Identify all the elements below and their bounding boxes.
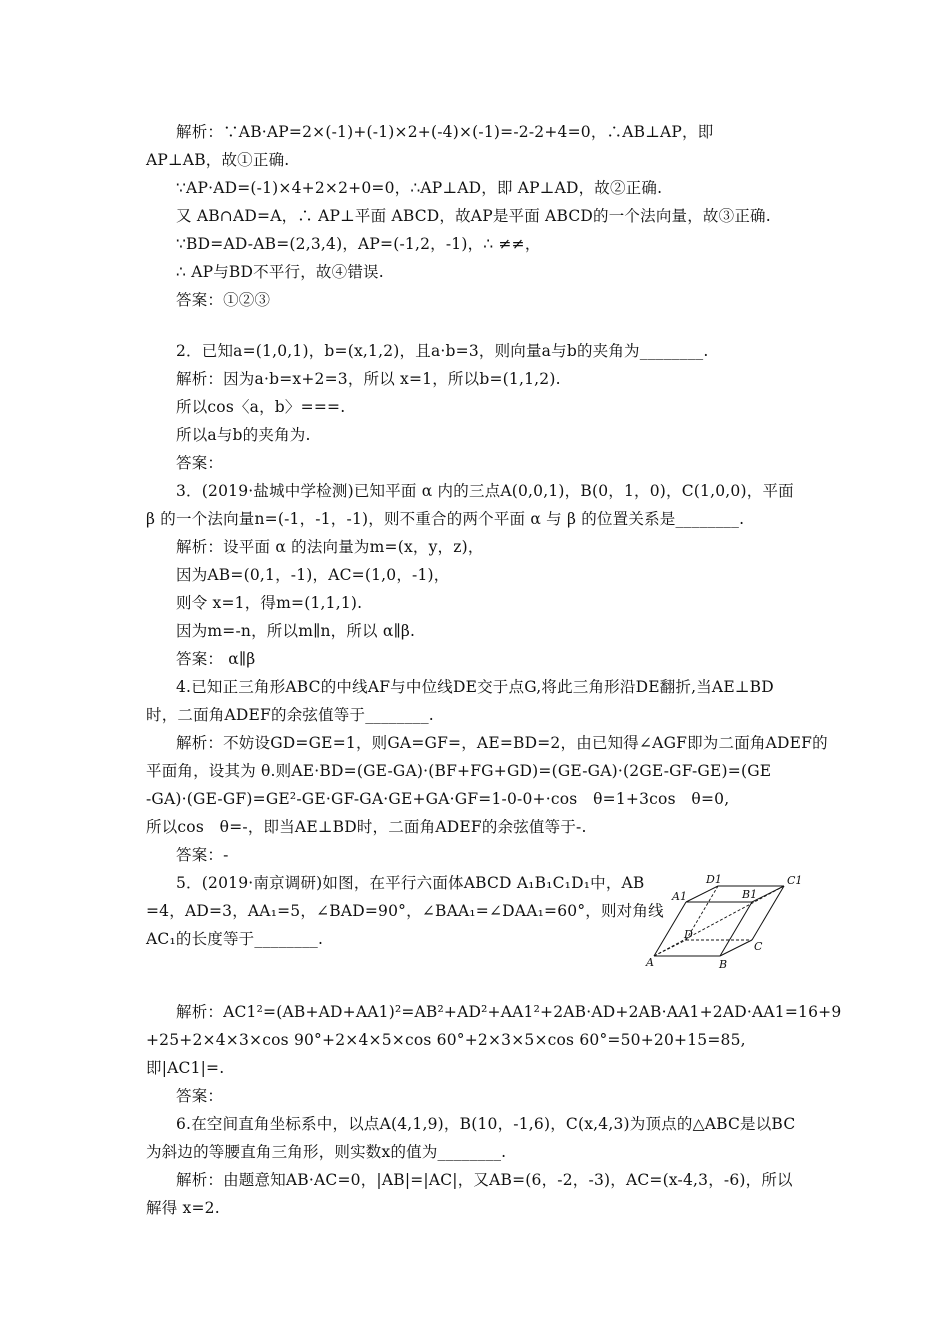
text-line: 因为m=-n，所以m∥n，所以 α∥β. [176,622,416,640]
question-line: 5．(2019·南京调研)如图，在平行六面体ABCD A₁B₁C₁D₁中，AB [176,874,645,892]
question-line: β 的一个法向量n=(-1，-1，-1)，则不重合的两个平面 α 与 β 的位置关系是________. [146,510,745,528]
text-line: 所以cos〈a，b〉===. [176,398,346,416]
question-line: 3．(2019·盐城中学检测)已知平面 α 内的三点A(0,0,1)，B(0，1，0)，C(1,0,0)，平面 [176,482,794,500]
label-D: D [684,928,693,941]
answer-line: 答案： [176,1087,224,1105]
question-line: 6.在空间直角坐标系中，以点A(4,1,9)，B(10，-1,6)，C(x,4,3)为顶点的△ABC是以BC [176,1115,796,1133]
label-B: B [719,958,728,970]
question-line: 2．已知a=(1,0,1)，b=(x,1,2)，且a·b=3，则向量a与b的夹角为________. [176,342,709,360]
text-line: 解析：∵AB·AP=2×(-1)+(-1)×2+(-4)×(-1)=-2-2+4=0，∴AB⊥AP，即 [176,123,714,141]
label-A: A [646,956,654,969]
text-line: ∵BD=AD-AB=(2,3,4)，AP=(-1,2，-1)，∴ ≠≠， [176,235,541,253]
text-line: 因为AB=(0,1，-1)，AC=(1,0，-1)， [176,566,450,584]
label-B1: B1 [742,888,758,901]
text-line: 解析：由题意知AB·AC=0，|AB|=|AC|，又AB=(6，-2，-3)，AC=(x-4,3，-6)，所以 [176,1171,793,1189]
text-line: 解得 x=2. [146,1199,220,1217]
label-C1: C1 [787,874,803,887]
question-line: 为斜边的等腰直角三角形，则实数x的值为________. [146,1143,507,1161]
question-line: AC₁的长度等于________. [146,930,324,948]
text-line: 解析：设平面 α 的法向量为m=(x，y，z)， [176,538,484,556]
text-line: 解析：因为a·b=x+2=3，所以 x=1，所以b=(1,1,2). [176,370,561,388]
text-line: 所以cos θ=-，即当AE⊥BD时，二面角ADEF的余弦值等于-. [146,818,587,836]
answer-line: 答案：①②③ [176,291,271,309]
text-line: 即|AC1|=. [146,1059,225,1077]
parallelepiped-figure [644,870,814,970]
answer-line: 答案： α∥β [176,650,256,668]
label-A1: A1 [672,890,687,903]
text-line: 平面角，设其为 θ.则AE·BD=(GE-GA)·(BF+FG+GD)=(GE-GA)·(2GE-GF-GE)=(GE [146,762,772,780]
text-line: 解析：AC1²=(AB+AD+AA1)²=AB²+AD²+AA1²+2AB·AD+2AB·AA1+2AD·AA1=16+9 [176,1003,842,1021]
label-D1: D1 [706,873,722,886]
question-line: 时，二面角ADEF的余弦值等于________. [146,706,434,724]
text-line: -GA)·(GE-GF)=GE²-GE·GF-GA·GE+GA·GF=1-0-0+·cos θ=1+3cos θ=0, [146,790,730,808]
question-line: 4.已知正三角形ABC的中线AF与中位线DE交于点G,将此三角形沿DE翻折,当AE⊥BD [176,678,774,696]
text-line: 解析：不妨设GD=GE=1，则GA=GF=，AE=BD=2，由已知得∠AGF即为二面角ADEF的 [176,734,828,752]
text-line: 则令 x=1，得m=(1,1,1). [176,594,363,612]
question-line: =4，AD=3，AA₁=5，∠BAD=90°，∠BAA₁=∠DAA₁=60°，则对角线 [146,902,664,920]
text-line: 又 AB∩AD=A，∴ AP⊥平面 ABCD，故AP是平面 ABCD的一个法向量，故③正确. [176,207,771,225]
text-line: ∵AP·AD=(-1)×4+2×2+0=0，∴AP⊥AD，即 AP⊥AD，故②正确. [176,179,663,197]
answer-line: 答案： [176,454,224,472]
answer-line: 答案：- [176,846,229,864]
text-line: AP⊥AB，故①正确. [146,151,290,169]
text-line: +25+2×4×3×cos 90°+2×4×5×cos 60°+2×3×5×cos 60°=50+20+15=85, [146,1031,746,1049]
label-C: C [754,940,763,953]
text-line: ∴ AP与BD不平行，故④错误. [176,263,384,281]
text-line: 所以a与b的夹角为. [176,426,311,444]
